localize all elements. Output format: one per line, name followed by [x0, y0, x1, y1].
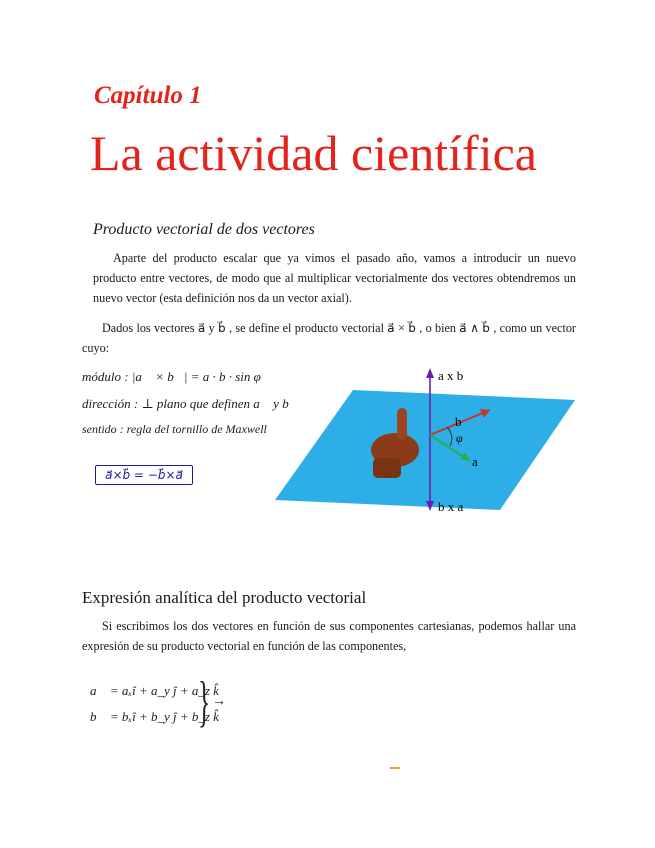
- plane-shape: [275, 390, 575, 510]
- section-heading-analytic: Expresión analítica del producto vectorial: [82, 588, 367, 607]
- orange-mark: [390, 767, 400, 769]
- definition-sense: sentido : regla del tornillo de Maxwell: [82, 422, 267, 436]
- handwritten-anticommutative-note: a⃗×b⃗ = −b⃗×a⃗: [95, 465, 193, 485]
- label-phi: φ: [456, 431, 463, 445]
- cross-product-diagram: [275, 358, 580, 518]
- label-b: b: [455, 414, 462, 429]
- implication-arrow: →: [212, 694, 226, 709]
- chapter-label: Capítulo 1: [94, 82, 202, 109]
- label-axb: a x b: [438, 368, 464, 383]
- section-heading-cross-product: Producto vectorial de dos vectores: [93, 221, 315, 238]
- label-a: a: [472, 454, 478, 469]
- chapter-title: La actividad científica: [90, 125, 537, 181]
- definition-direction: dirección : ⊥ plano que definen a⃗ y b⃗: [82, 396, 299, 411]
- paragraph-components: Si escribimos los dos vectores en función de sus componentes cartesianas, podemos hallar una expresión de su producto vectorial en función de las componentes,: [82, 619, 576, 653]
- paragraph-definition: Dados los vectores a⃗ y b⃗ , se define el producto vectorial a⃗ × b⃗ , o bien a⃗ ∧ b⃗ , como un vector cuyo:: [82, 321, 576, 355]
- axb-arrowhead: [426, 368, 434, 378]
- definition-modulus: módulo : |a⃗ × b⃗| = a · b · sin φ: [82, 369, 261, 384]
- right-brace-icon: }: [198, 671, 211, 733]
- paragraph-intro: Aparte del producto escalar que ya vimos el pasado año, vamos a introducir un nuevo producto entre vectores, de modo que al multiplicar vectorialmente dos vectores obtendremos un nuevo vector (esta definición nos da un vector axial).: [93, 251, 576, 305]
- equation-vector-b: b⃗ = bₓî + b_y ĵ + b_z k̂: [90, 709, 219, 724]
- label-bxa: b x a: [438, 499, 464, 514]
- equation-vector-a: a⃗ = aₓî + a_y ĵ + a_z k̂: [90, 683, 219, 698]
